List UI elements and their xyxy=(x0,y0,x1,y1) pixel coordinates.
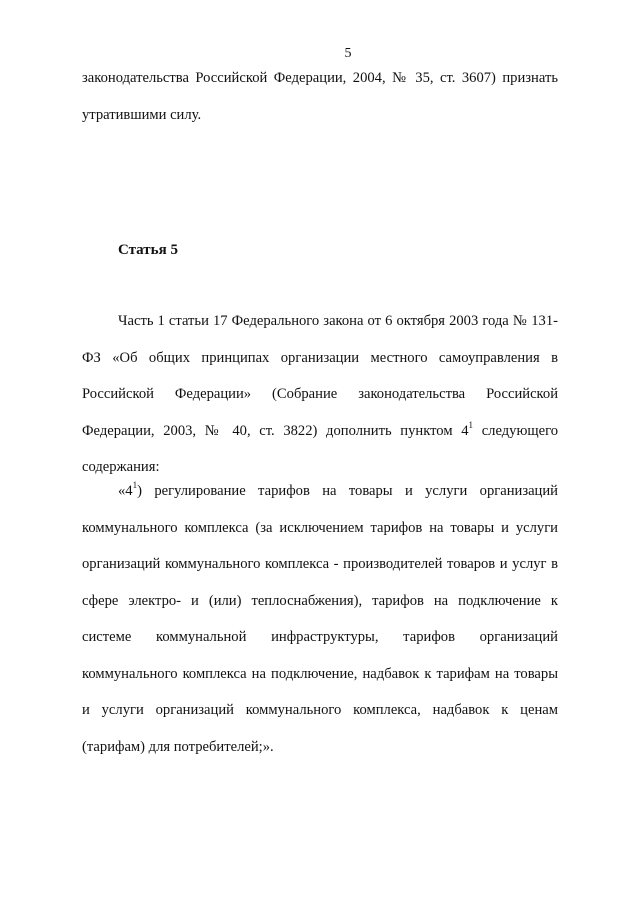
superscript-marker: 1 xyxy=(468,419,474,430)
superscript-marker: 1 xyxy=(132,480,138,491)
article-body-paragraph xyxy=(82,303,558,486)
quoted-amendment-rest: ) регулирование тарифов на товары и услуги организаций коммунального комплекса (за исключением тарифов на товары и услуги организаций коммунального комплекса - производителей товаров и услуг в сфере электро- и (или) теплоснабжения), тарифов на подключение к системе коммунальной инфраструктуры, тарифов организаций коммунального комплекса на подключение, надбавок к тарифам на товары и услуги организаций коммунального комплекса, надбавок к ценам (тарифам) для потребителей;». xyxy=(82,483,558,755)
quoted-amendment-text xyxy=(82,473,558,765)
quoted-amendment-open: «4 xyxy=(118,483,133,499)
article-body-text-part1: Часть 1 статьи 17 Федерального закона от 6 октября 2003 года № 131-ФЗ «Об общих принципах организации местного самоуправления в Российской Федерации» (Собрание законодательства Российской Федерации, 2003, № 40, ст. 3822) дополнить пунктом 4 xyxy=(82,313,558,439)
page-number: 5 xyxy=(344,46,352,61)
quoted-amendment-paragraph xyxy=(82,473,558,765)
article-body-text-part2: следующего содержания: xyxy=(82,422,559,475)
article-body-text xyxy=(82,303,558,486)
article-heading: Статья 5 xyxy=(118,242,178,258)
paragraph-continuation-text: законодательства Российской Федерации, 2004, № 35, ст. 3607) признать утратившими силу. xyxy=(82,70,558,123)
paragraph-continuation xyxy=(82,60,558,133)
